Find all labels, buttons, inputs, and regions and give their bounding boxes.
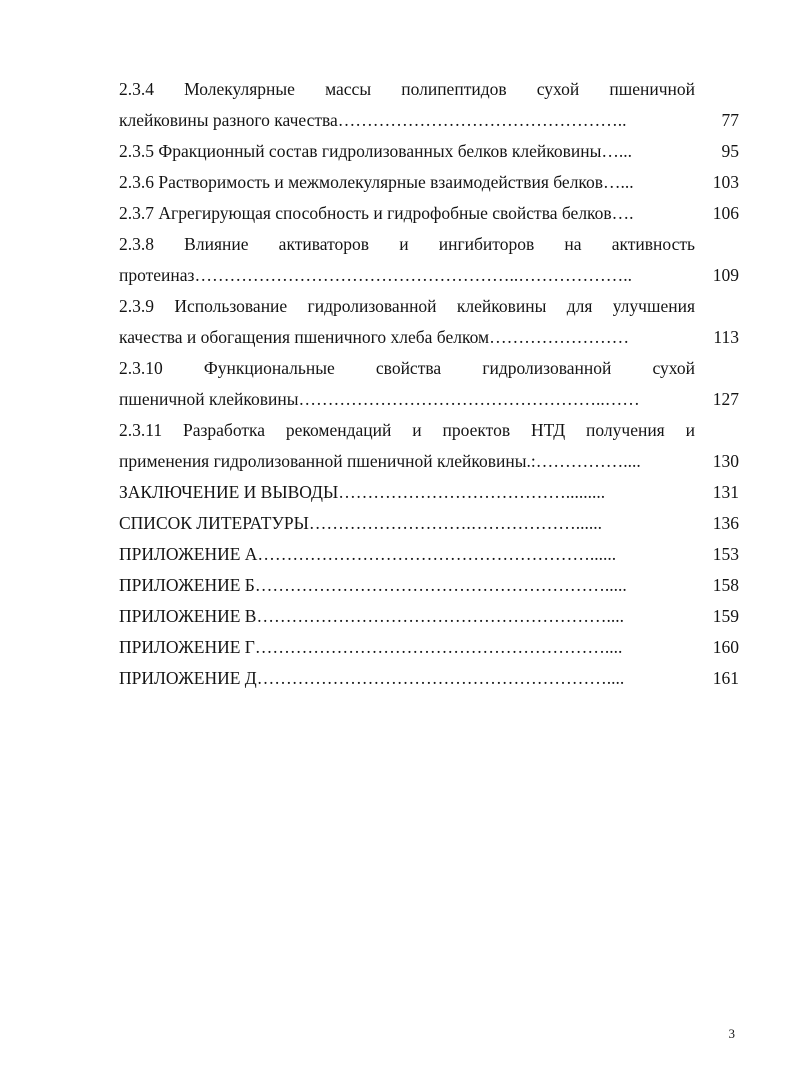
toc-entry-title-line: ПРИЛОЖЕНИЕ Б……………………………………………………..... [119,575,627,595]
toc-entry-page: 77 [721,110,739,130]
toc-entry-2-3-4 [119,74,739,136]
toc-entry-title-line: ПРИЛОЖЕНИЕ А…………………………………………………...... [119,544,617,564]
toc-entry-2-3-7 [119,198,739,229]
toc-entry-page: 153 [712,544,739,564]
toc-entry-conclusions [119,477,739,508]
toc-entry-2-3-10 [119,353,739,415]
toc-entry-page: 160 [712,637,739,657]
toc-entry-page: 127 [712,389,739,409]
toc-entry-2-3-8 [119,229,739,291]
toc-entry-appendix-v [119,601,739,632]
toc-entry-title-line: 2.3.5 Фракционный состав гидролизованных белков клейковины…... [119,141,632,161]
toc-entry-2-3-5 [119,136,739,167]
toc-entry-appendix-d [119,663,739,694]
toc-entry-title-line: ПРИЛОЖЕНИЕ Д…………………………………………………….... [119,668,625,688]
toc-entry-title-line: 2.3.9 Использование гидролизованной клейковины для улучшения [119,296,695,316]
toc-entry-title-line: 2.3.10 Функциональные свойства гидролизованной сухой [119,358,695,378]
toc-entry-2-3-9 [119,291,739,353]
toc-entry-2-3-6 [119,167,739,198]
toc-entry-page: 136 [712,513,739,533]
toc-entry-title-line: 2.3.11 Разработка рекомендаций и проектов НТД получения и [119,420,695,440]
toc-entry-page: 113 [713,327,739,347]
toc-entry-title-line: применения гидролизованной пшеничной клейковины.:…………….... [119,451,641,471]
page-number: 3 [728,1026,735,1041]
toc-entry-title-line: 2.3.4 Молекулярные массы полипептидов сухой пшеничной [119,79,695,99]
toc-entry-title-line: 2.3.6 Растворимость и межмолекулярные взаимодействия белков…... [119,172,634,192]
toc-entry-page: 159 [712,606,739,626]
toc-entry-title-line: СПИСОК ЛИТЕРАТУРЫ……………………….………………...... [119,513,602,533]
toc-entry-appendix-b [119,570,739,601]
table-of-contents [119,74,739,694]
toc-entry-page: 95 [721,141,739,161]
toc-entry-title-line: ЗАКЛЮЧЕНИЕ И ВЫВОДЫ…………………………………......... [119,482,606,502]
toc-entry-title-line: пшеничной клейковины……………………………………………..…… [119,389,640,409]
toc-entry-title-line: 2.3.8 Влияние активаторов и ингибиторов на активность [119,234,695,254]
toc-entry-title-line: качества и обогащения пшеничного хлеба белком…………………… [119,327,630,347]
toc-entry-page: 131 [712,482,739,502]
toc-entry-page: 106 [712,203,739,223]
toc-entry-page: 103 [712,172,739,192]
toc-entry-page: 109 [712,265,739,285]
toc-entry-page: 130 [712,451,739,471]
toc-entry-page: 158 [712,575,739,595]
toc-entry-2-3-11 [119,415,739,477]
toc-entry-title-line: 2.3.7 Агрегирующая способность и гидрофобные свойства белков…. [119,203,634,223]
toc-entry-title-line: клейковины разного качества………………………………………….. [119,110,627,130]
toc-entry-title-line: протеиназ………………………………………………..……………….. [119,265,632,285]
toc-entry-references [119,508,739,539]
toc-entry-appendix-a [119,539,739,570]
toc-entry-title-line: ПРИЛОЖЕНИЕ Г…………………………………………………….... [119,637,623,657]
toc-entry-page: 161 [712,668,739,688]
toc-entry-title-line: ПРИЛОЖЕНИЕ В…………………………………………………….... [119,606,624,626]
toc-entry-appendix-g [119,632,739,663]
